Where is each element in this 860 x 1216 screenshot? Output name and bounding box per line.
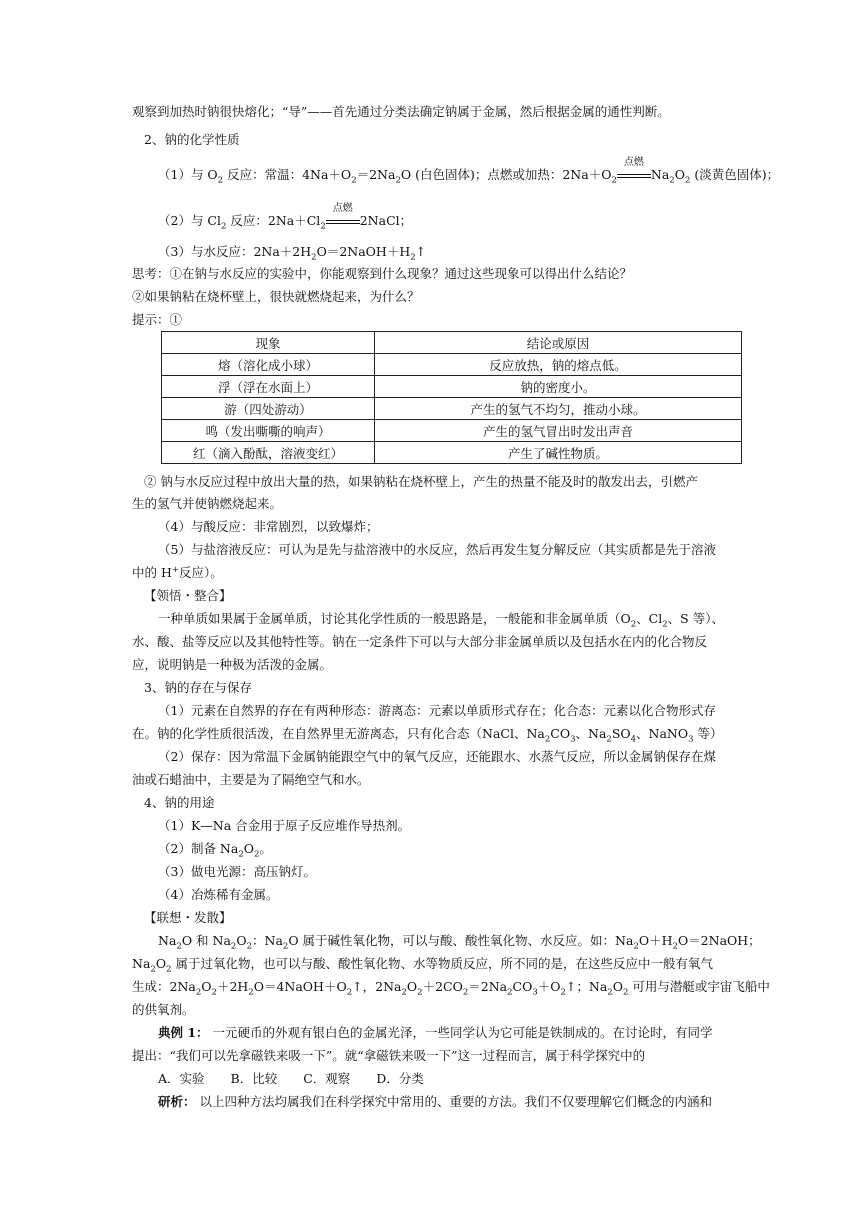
section-heading: 3、钠的存在与保存 — [144, 680, 252, 695]
reaction-salt: （5）与盐溶液反应：可认为是先与盐溶液中的水反应，然后再发生复分解反应（其实质都是先于溶液 — [158, 542, 716, 557]
text-line: 中的 H+反应）。 — [132, 564, 223, 580]
table-row — [162, 420, 742, 442]
table-row — [162, 376, 742, 398]
analysis-label: 研析： — [158, 1094, 196, 1109]
answer-2: ② 钠与水反应过程中放出大量的热，如果钠粘在烧杯壁上，产生的热量不能及时的散发出去，引燃产 — [144, 474, 698, 489]
option-c: C．观察 — [303, 1071, 351, 1086]
reaction-acid: （4）与酸反应：非常剧烈，以致爆炸； — [158, 519, 379, 534]
text-line: 在。钠的化学性质很活泼，在自然界里无游离态，只有化合态（NaCl、$Na_2CO_3$、$Na_2SO_4$、NaNO$_3$ 等） — [132, 726, 723, 745]
table-cell: 产生的氢气冒出时发出声音 — [375, 420, 742, 442]
observation-table — [161, 331, 742, 464]
question-1: 思考：①在钠与水反应的实验中，你能观察到什么现象？通过这些现象可以得出什么结论？ — [132, 266, 633, 281]
table-row — [162, 354, 742, 376]
section-label: 【联想・发散】 — [144, 910, 232, 925]
table-cell: 浮（浮在水面上） — [162, 376, 375, 398]
hint-label: 提示：① — [132, 312, 183, 327]
table-row — [162, 398, 742, 420]
table-cell: 游（四处游动） — [162, 398, 375, 420]
table-cell: 钠的密度小。 — [375, 376, 742, 398]
text-line: 观察到加热时钠很快熔化；“导”——首先通过分类法确定钠属于金属，然后根据金属的通性判断。 — [132, 104, 670, 119]
condition-sign: 点燃 — [617, 166, 651, 183]
analysis: 研析： 以上四种方法均属我们在科学探究中常用的、重要的方法。我们不仅要理解它们概念的内涵和 — [158, 1094, 712, 1109]
condition-sign: 点燃 — [326, 212, 360, 229]
text-line: 提出：“我们可以先拿磁铁来吸一下”。就“拿磁铁来吸一下”这一过程而言，属于科学探究中的 — [132, 1048, 646, 1063]
section-heading: 4、钠的用途 — [144, 795, 215, 810]
table-cell: 鸣（发出嘶嘶的响声） — [162, 420, 375, 442]
reaction-cl2: （2）与 $Cl_2$ 反应：$2Na+Cl_2$ 点燃 2NaCl； — [158, 203, 413, 232]
example-label: 典例 1： — [158, 1025, 209, 1040]
answer-options — [158, 1070, 768, 1087]
table-header: 结论或原因 — [375, 332, 742, 354]
reaction-water: （3）与水反应：$2Na+2H_2O=2NaOH+H_2↑$ — [158, 244, 427, 263]
table-header: 现象 — [162, 332, 375, 354]
text-line: 油或石蜡油中，主要是为了隔绝空气和水。 — [132, 772, 370, 787]
table-cell: 反应放热，钠的熔点低。 — [375, 354, 742, 376]
table-cell: 熔（溶化成小球） — [162, 354, 375, 376]
table-header-row — [162, 332, 742, 354]
section-label: 【领悟・整合】 — [144, 588, 232, 603]
text-line: （1）元素在自然界的存在有两种形态：游离态：元素以单质形式存在；化合态：元素以化合物形式存 — [158, 703, 716, 718]
text-line: $Na_2O_2$ 属于过氧化物，也可以与酸、酸性氧化物、水等物质反应，所不同的是，在这些反应中一般有氧气 — [132, 956, 713, 975]
list-item: （2）制备 $Na_2O_2$。 — [158, 841, 272, 860]
option-b: B．比较 — [230, 1071, 278, 1086]
text-line: （2）保存：因为常温下金属钠能跟空气中的氧气反应，还能跟水、水蒸气反应，所以金属钠保存在煤 — [158, 749, 716, 764]
reaction-o2: （1）与 $O_2$ 反应：常温：$4Na+O_2=2Na_2O$ (白色固体)；点燃或加热：$2Na+O_2$ 点燃 $Na_2O_2$ (淡黄色固体)； — [158, 157, 780, 186]
list-item: （3）做电光源：高压钠灯。 — [158, 864, 316, 879]
option-d: D．分类 — [376, 1071, 424, 1086]
list-item: （1）K—Na 合金用于原子反应堆作导热剂。 — [158, 818, 411, 833]
table-cell: 产生的氢气不均匀，推动小球。 — [375, 398, 742, 420]
text-line: 应，说明钠是一种极为活泼的金属。 — [132, 657, 333, 672]
text-line: $Na_2O$ 和 $Na_2O_2$：$Na_2O$ 属于碱性氧化物，可以与酸、酸性氧化物、水反应。如：$Na_2O+H_2O=2NaOH$； — [158, 933, 761, 952]
table-cell: 产生了碱性物质。 — [375, 442, 742, 464]
list-item: （4）冶炼稀有金属。 — [158, 887, 279, 902]
table-row — [162, 442, 742, 464]
table-cell: 红（滴入酚酞，溶液变红） — [162, 442, 375, 464]
question-2: ②如果钠粘在烧杯壁上，很快就燃烧起来，为什么？ — [132, 289, 420, 304]
section-heading: 2、钠的化学性质 — [144, 132, 240, 147]
option-a: A．实验 — [158, 1071, 205, 1086]
text-line: 的供氧剂。 — [132, 1002, 195, 1017]
text-line: 一种单质如果属于金属单质，讨论其化学性质的一般思路是，一般能和非金属单质（$O_2$、$Cl_2$、S 等）、 — [158, 611, 724, 630]
text-line: 生的氢气并使钠燃烧起来。 — [132, 496, 283, 511]
text-line: 生成：$2Na_2O_2+2H_2O=4NaOH+O_2↑$，$2Na_2O_2+2CO_2=2Na_2CO_3+O_2↑$；$Na_2O_2$ 可用与潜艇或宇宙飞船中 — [132, 979, 770, 998]
example-1: 典例 1： 一元硬币的外观有银白色的金属光泽，一些同学认为它可能是铁制成的。在讨论时，有同学 — [158, 1025, 713, 1040]
text-line: 水、酸、盐等反应以及其他特性等。钠在一定条件下可以与大部分非金属单质以及包括水在内的化合物反 — [132, 634, 708, 649]
